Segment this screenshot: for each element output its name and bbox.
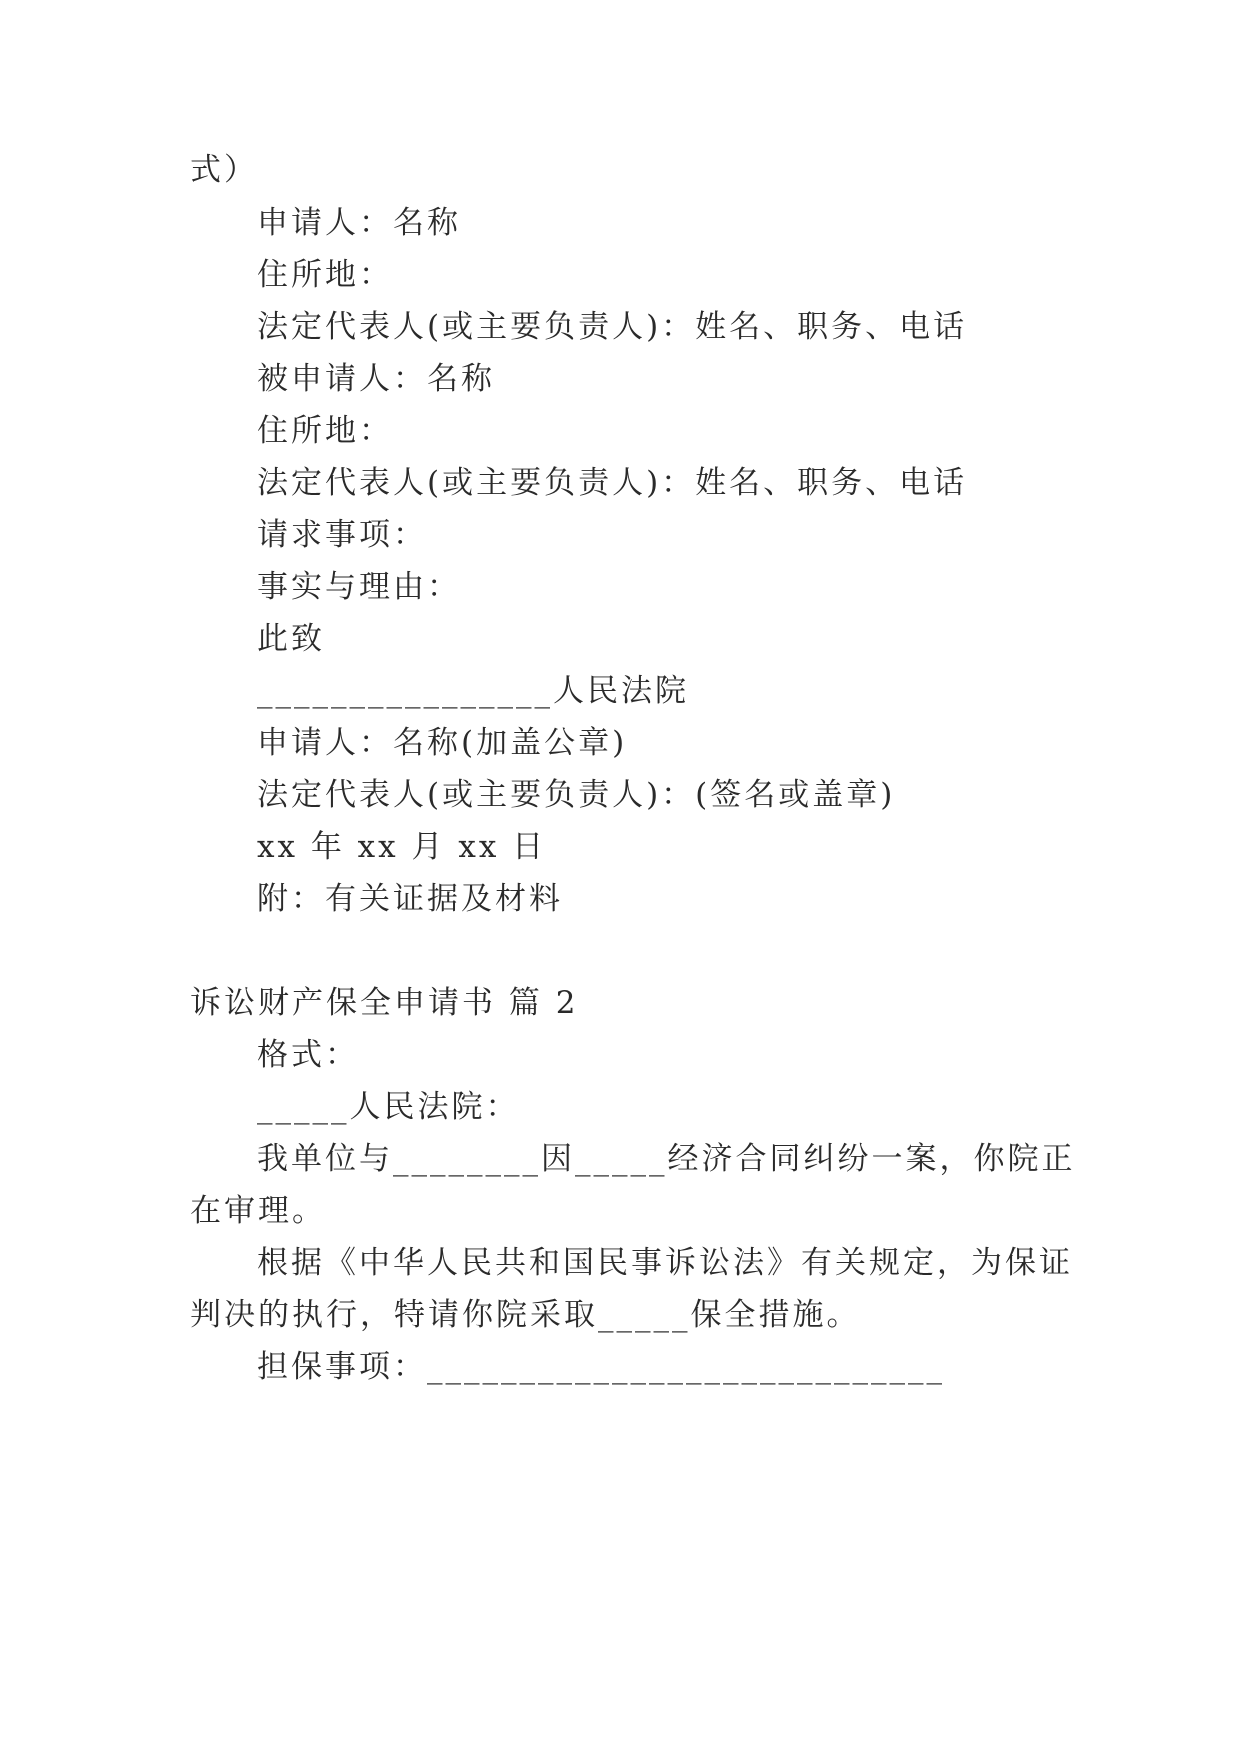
signature-representative: 法定代表人(或主要负责人)：(签名或盖章) <box>257 777 896 813</box>
body-paragraph-2-cont: 判决的执行，特请你院采取_____保全措施。 <box>190 1297 861 1333</box>
continuation-text: 式） <box>190 152 258 188</box>
court-blank-line: _____人民法院： <box>257 1089 520 1125</box>
signature-applicant: 申请人：名称(加盖公章) <box>257 725 628 761</box>
facts-and-reasons: 事实与理由： <box>257 569 461 605</box>
court-addressee: ________________人民法院 <box>257 673 689 709</box>
salutation: 此致 <box>257 621 325 657</box>
applicant-representative: 法定代表人(或主要负责人)：姓名、职务、电话 <box>257 309 968 345</box>
respondent-representative: 法定代表人(或主要负责人)：姓名、职务、电话 <box>257 465 968 501</box>
applicant-address: 住所地： <box>257 257 393 293</box>
section-heading: 诉讼财产保全申请书 篇 2 <box>190 985 579 1021</box>
respondent-address: 住所地： <box>257 413 393 449</box>
respondent-name: 被申请人：名称 <box>257 361 495 397</box>
body-paragraph-1-cont: 在审理。 <box>190 1193 326 1229</box>
request-items: 请求事项： <box>257 517 427 553</box>
applicant-name: 申请人：名称 <box>257 205 461 241</box>
attachments-line: 附：有关证据及材料 <box>257 881 563 917</box>
format-label: 格式： <box>257 1037 359 1073</box>
body-paragraph-2: 根据《中华人民共和国民事诉讼法》有关规定，为保证 <box>257 1245 1073 1281</box>
date-line: xx 年 xx 月 xx 日 <box>257 829 547 865</box>
body-paragraph-1: 我单位与________因_____经济合同纠纷一案，你院正 <box>257 1141 1076 1177</box>
guarantee-items: 担保事项：____________________________ <box>257 1349 945 1385</box>
